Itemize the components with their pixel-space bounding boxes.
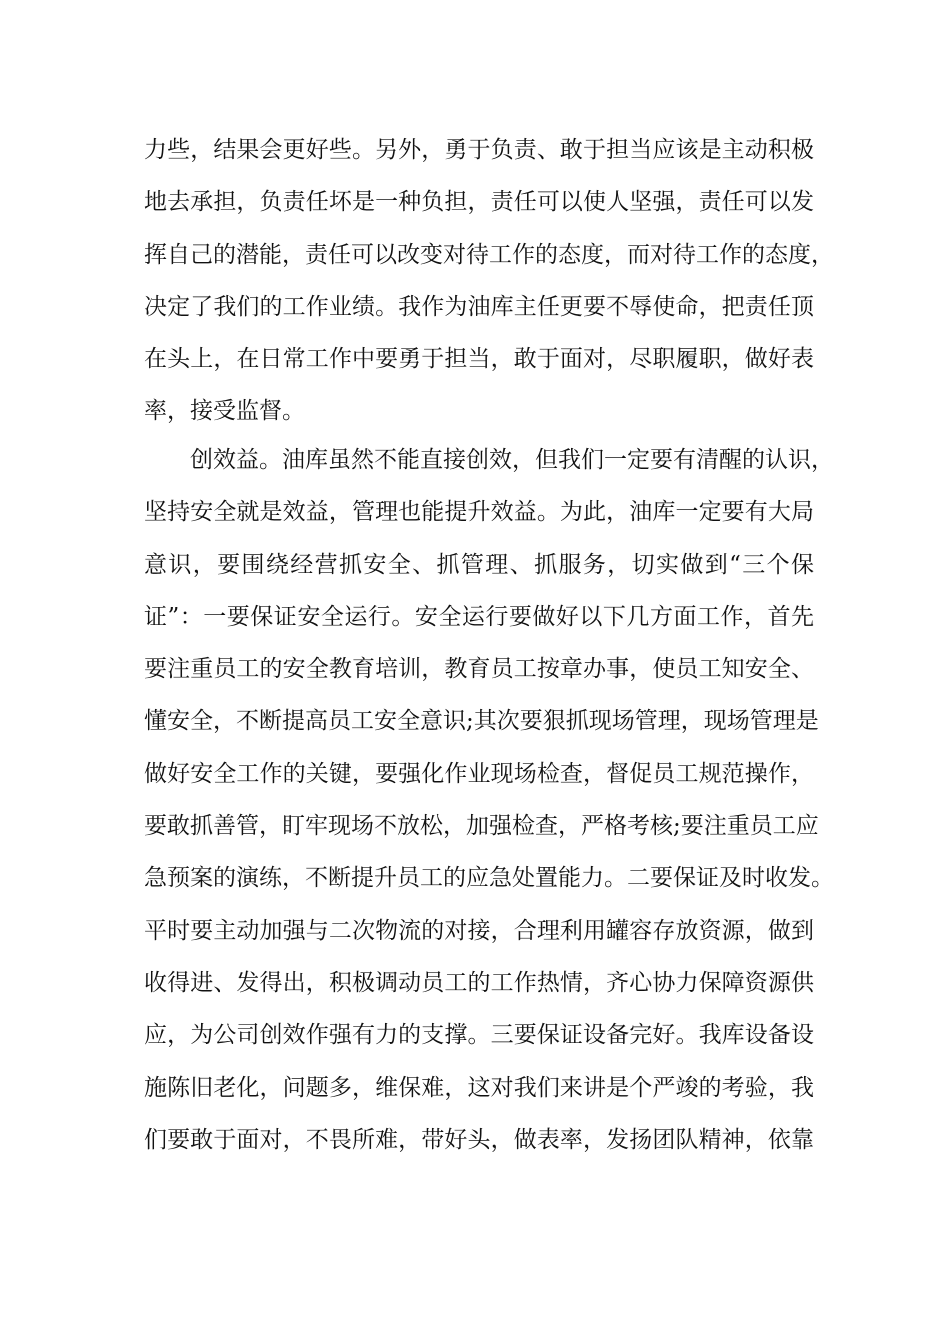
paragraph-responsibility — [144, 124, 834, 438]
text-line: 率，接受监督。 — [144, 398, 305, 425]
text-line: 坚持安全就是效益，管理也能提升效益。为此，油库一定要有大局 — [144, 499, 814, 526]
text-line: 在头上，在日常工作中要勇于担当，敢于面对，尽职履职，做好表 — [144, 346, 814, 373]
text-line: 急预案的演练，不断提升员工的应急处置能力。二要保证及时收发。 — [144, 865, 834, 892]
text-line: 挥自己的潜能，责任可以改变对待工作的态度，而对待工作的态度， — [144, 241, 834, 268]
text-line: 力些，结果会更好些。另外，勇于负责、敢于担当应该是主动积极 — [144, 137, 814, 163]
text-line: 创效益。油库虽然不能直接创效，但我们一定要有清醒的认识， — [190, 447, 834, 473]
text-line: 懂安全，不断提高员工安全意识;其次要狠抓现场管理，现场管理是 — [144, 708, 819, 735]
text-line: 们要敢于面对，不畏所难，带好头，做表率，发扬团队精神，依靠 — [144, 1126, 814, 1153]
text-line: 要敢抓善管，盯牢现场不放松，加强检查，严格考核;要注重员工应 — [144, 813, 819, 840]
text-line: 决定了我们的工作业绩。我作为油库主任更要不辱使命，把责任顶 — [144, 293, 814, 320]
paragraph-create-benefits — [144, 434, 834, 1166]
text-line: 证”：一要保证安全运行。安全运行要做好以下几方面工作，首先 — [144, 603, 814, 630]
text-line: 地去承担，负责任坏是一种负担，责任可以使人坚强，责任可以发 — [144, 189, 814, 216]
text-line: 意识，要围绕经营抓安全、抓管理、抓服务，切实做到“三个保 — [144, 551, 814, 578]
text-line: 施陈旧老化，问题多，维保难，这对我们来讲是个严竣的考验，我 — [144, 1074, 814, 1101]
text-line: 平时要主动加强与二次物流的对接，合理利用罐容存放资源，做到 — [144, 917, 814, 944]
text-line: 收得进、发得出，积极调动员工的工作热情，齐心协力保障资源供 — [144, 969, 814, 996]
text-line: 要注重员工的安全教育培训，教育员工按章办事，使员工知安全、 — [144, 656, 814, 683]
text-line: 应，为公司创效作强有力的支撑。三要保证设备完好。我库设备设 — [144, 1022, 814, 1049]
text-line: 做好安全工作的关键，要强化作业现场检查，督促员工规范操作， — [144, 760, 814, 787]
